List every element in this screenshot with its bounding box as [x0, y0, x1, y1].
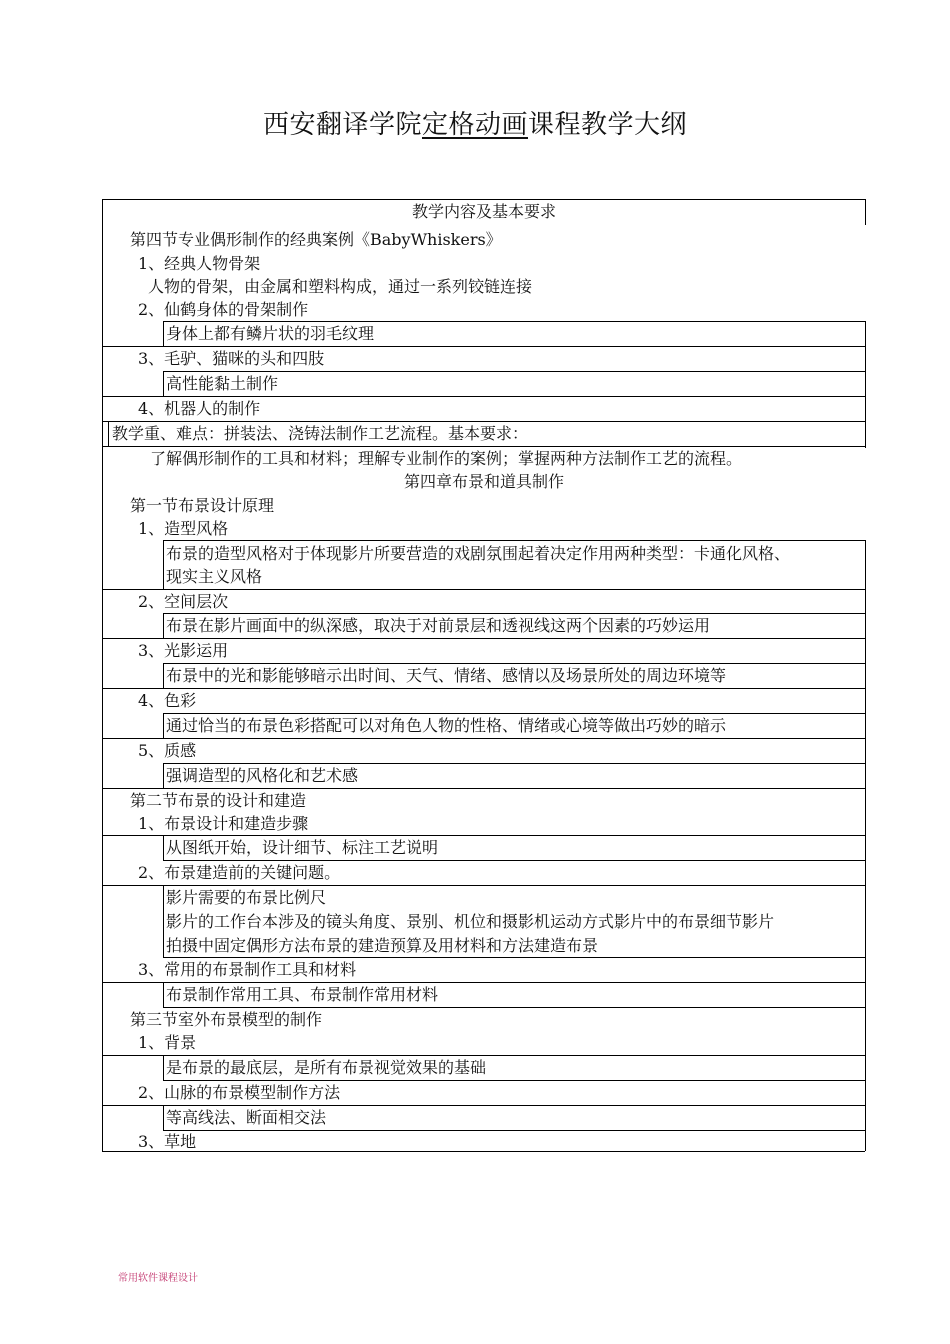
list-item: 3、毛驴、猫咪的头和四肢: [138, 349, 325, 368]
detail-text: 从图纸开始，设计细节、标注工艺说明: [166, 838, 439, 857]
row-divider: [163, 957, 865, 958]
row-divider: [163, 663, 865, 664]
row-divider: [163, 613, 865, 614]
list-item: 1、造型风格: [138, 519, 229, 538]
row-divider: [102, 1105, 865, 1106]
requirements-text: 了解偶形制作的工具和材料；理解专业制作的案例；掌握两种方法制作工艺的流程。: [150, 449, 743, 468]
chapter-heading: 第四章布景和道具制作: [403, 472, 564, 491]
section-heading: 第二节布景的设计和建造: [130, 791, 307, 810]
title-course-name: 定格动画: [421, 110, 528, 140]
row-divider: [163, 1007, 865, 1008]
detail-column-border: [163, 663, 164, 688]
detail-column-border: [163, 371, 164, 396]
detail-column-border: [163, 763, 164, 788]
detail-text: 高性能黏土制作: [166, 374, 279, 393]
detail-column-border: [163, 982, 164, 1007]
row-divider: [102, 788, 865, 789]
row-divider: [102, 396, 865, 397]
table-border-right: [865, 321, 866, 448]
detail-column-border: [163, 1055, 164, 1080]
detail-text: 强调造型的风格化和艺术感: [166, 766, 359, 785]
detail-text: 等高线法、断面相交法: [166, 1108, 327, 1127]
detail-text: 是布景的最底层，是所有布景视觉效果的基础: [166, 1058, 487, 1077]
detail-column-border: [163, 885, 164, 957]
list-item: 5、质感: [138, 741, 197, 760]
detail-text: 布景制作常用工具、布景制作常用材料: [166, 985, 439, 1004]
row-divider: [102, 446, 865, 447]
table-border-top: [102, 199, 865, 200]
detail-text: 影片需要的布景比例尺: [166, 888, 327, 907]
detail-text: 通过恰当的布景色彩搭配可以对角色人物的性格、情绪或心境等做出巧妙的暗示: [166, 716, 727, 735]
detail-text: 影片的工作台本涉及的镜头角度、景别、机位和摄影机运动方式影片中的布景细节影片: [166, 912, 775, 931]
row-divider: [102, 885, 865, 886]
detail-column-border: [163, 613, 164, 638]
key-points-left-border: [108, 421, 109, 446]
key-points: 教学重、难点：拼装法、浇铸法制作工艺流程。基本要求：: [112, 424, 529, 443]
detail-column-border: [163, 321, 164, 346]
row-divider: [102, 589, 865, 590]
row-divider: [102, 982, 865, 983]
footer-note: 常用软件课程设计: [118, 1273, 198, 1284]
list-item: 4、机器人的制作: [138, 399, 261, 418]
table-border-bottom: [102, 1151, 865, 1152]
title-suffix: 课程教学大纲: [528, 110, 688, 140]
list-item: 4、色彩: [138, 691, 197, 710]
detail-text: 人物的骨架，由金属和塑料构成，通过一系列铰链连接: [148, 277, 533, 296]
row-divider: [102, 738, 865, 739]
list-item: 3、常用的布景制作工具和材料: [138, 960, 357, 979]
row-divider: [163, 860, 865, 861]
section-heading: 第四节专业偶形制作的经典案例《BabyWhiskers》: [130, 230, 502, 249]
list-item: 1、背景: [138, 1033, 197, 1052]
page-title: [0, 104, 950, 141]
list-item: 2、布景建造前的关键问题。: [138, 863, 341, 882]
row-divider: [163, 713, 865, 714]
row-divider: [163, 1130, 865, 1131]
row-divider: [102, 688, 865, 689]
row-divider: [163, 321, 865, 322]
detail-column-border: [163, 835, 164, 860]
table-header: 教学内容及基本要求: [411, 202, 556, 221]
list-item: 3、草地: [138, 1132, 197, 1151]
detail-column-border: [163, 540, 164, 589]
list-item: 2、山脉的布景模型制作方法: [138, 1083, 341, 1102]
list-item: 1、经典人物骨架: [138, 254, 261, 273]
row-divider: [163, 1080, 865, 1081]
detail-text: 现实主义风格: [166, 567, 263, 586]
row-divider: [102, 638, 865, 639]
detail-text: 身体上都有鳞片状的羽毛纹理: [166, 324, 375, 343]
section-heading: 第三节室外布景模型的制作: [130, 1010, 323, 1029]
row-divider: [163, 540, 865, 541]
row-divider: [102, 835, 865, 836]
list-item: 3、光影运用: [138, 641, 229, 660]
row-divider: [102, 346, 865, 347]
title-prefix: 西安翻译学院: [262, 110, 422, 140]
table-border-right: [865, 540, 866, 1151]
list-item: 2、空间层次: [138, 592, 229, 611]
detail-text: 布景的造型风格对于体现影片所要营造的戏剧氛围起着决定作用两种类型：卡通化风格、: [166, 544, 791, 563]
detail-column-border: [163, 713, 164, 738]
detail-text: 布景在影片画面中的纵深感，取决于对前景层和透视线这两个因素的巧妙运用: [166, 616, 711, 635]
row-divider: [102, 421, 865, 422]
list-item: 1、布景设计和建造步骤: [138, 814, 309, 833]
list-item: 2、仙鹤身体的骨架制作: [138, 300, 309, 319]
section-heading: 第一节布景设计原理: [130, 496, 275, 515]
row-divider: [163, 371, 865, 372]
detail-column-border: [163, 1105, 164, 1130]
detail-text: 拍摄中固定偶形方法布景的建造预算及用材料和方法建造布景: [166, 936, 599, 955]
row-divider: [163, 763, 865, 764]
table-border-left: [102, 199, 103, 1151]
row-divider: [102, 1055, 865, 1056]
detail-text: 布景中的光和影能够暗示出时间、天气、情绪、感情以及场景所处的周边环境等: [166, 666, 727, 685]
